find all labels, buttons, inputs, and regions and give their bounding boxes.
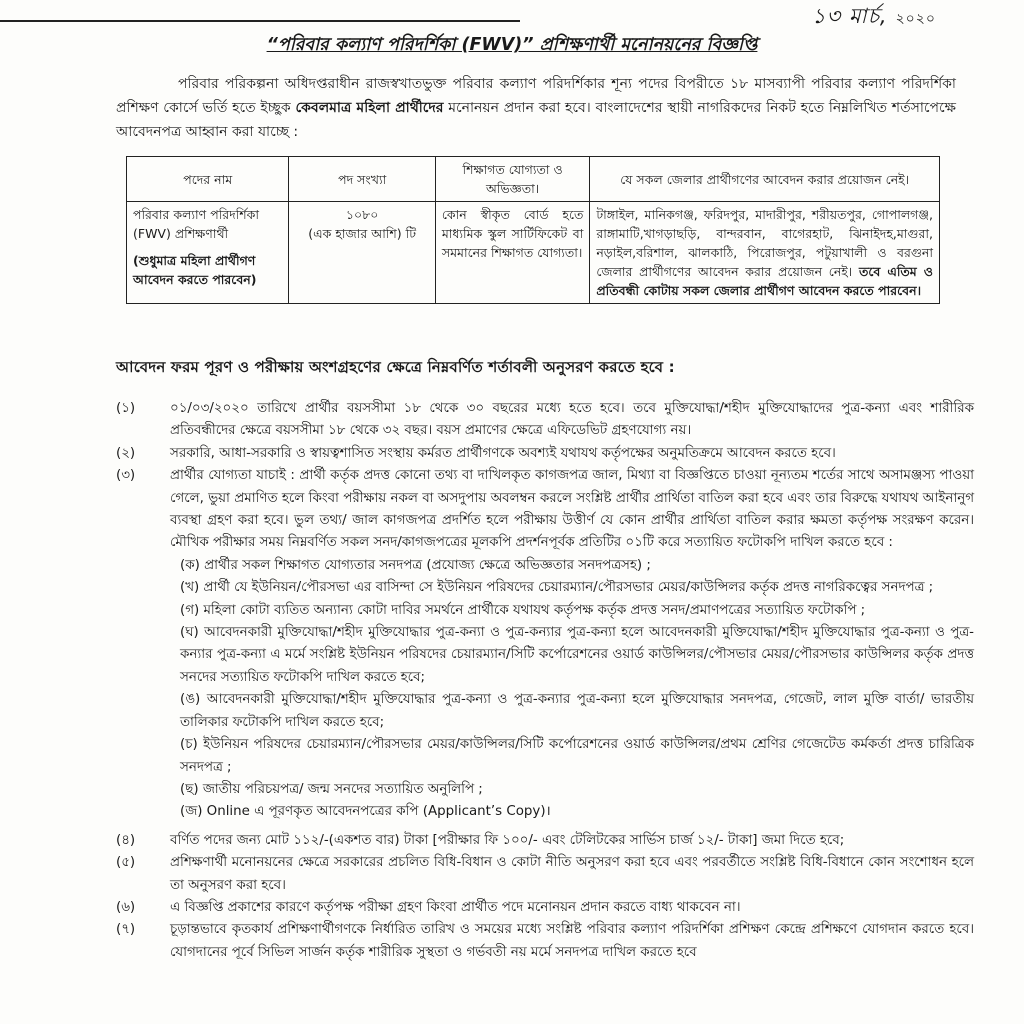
list-item xyxy=(108,465,974,824)
condition-number: (২) xyxy=(116,445,136,461)
header-districts: যে সকল জেলার প্রার্থীগণের আবেদন করার প্রয়োজন নেই। xyxy=(590,157,940,202)
condition-text: প্রশিক্ষণার্থী মনোনয়নের ক্ষেত্রে সরকারের প্রচলিত বিধি-বিধান ও কোটা নীতি অনুসরণ করা হবে এবং পরবর্তীতে সংশ্লিষ্ট বিধি-বিধানে কোন সংশোধন হলে তা অনুসরণ করা হবে। xyxy=(170,855,974,893)
condition-text: প্রার্থীর যোগ্যতা যাচাই : প্রার্থী কর্তৃক প্রদত্ত কোনো তথ্য বা দাখিলকৃত কাগজপত্র জাল, মিথ্যা বা বিজ্ঞপ্তিতে চাওয়া নূন্যতম শর্তের সাথে অসামঞ্জস্য পাওয়া গেলে, ভুয়া প্রমাণিত হলে কিংবা পরীক্ষায় নকল বা অসদুপায় অবলম্বন করলে সংশ্লিষ্ট প্রার্থীর প্রার্থিতা বাতিল করা হবে এবং তার বিরুদ্ধে যথাযথ আইনানুগ ব্যবস্থা গ্রহণ করা হবে। ভুল তথ্য/ জাল কাগজপত্র প্রদর্শিত হলে পরীক্ষায় উত্তীর্ণ যে কোন প্রার্থীর প্রার্থিতা বাতিল করার ক্ষমতা কর্তৃপক্ষ সংরক্ষণ করেন। মৌখিক পরীক্ষার সময় নিম্নবর্ণিত সকল সনদ/কাগজপত্রের মূলকপি প্রদর্শনপূর্বক প্রতিটির ০১টি করে সত্যায়িত ফটোকপি দাখিল করতে হবে : xyxy=(170,468,974,551)
table-row xyxy=(127,202,940,304)
cell-districts xyxy=(590,202,940,304)
cell-post-name xyxy=(127,202,289,304)
intro-paragraph xyxy=(116,72,956,144)
condition-number: (৬) xyxy=(116,899,136,915)
condition-text: বর্ণিত পদের জন্য মোট ১১২/-(একশত বার) টাকা [পরীক্ষার ফি ১০০/- এবং টেলিটকের সার্ভিস চার্জ ১২/- টাকা] জমা দিতে হবে; xyxy=(170,832,845,848)
sub-item: (ক) প্রার্থীর সকল শিক্ষাগত যোগ্যতার সনদপত্র (প্রযোজ্য ক্ষেত্রে অভিজ্ঞতার সনদপত্রসহ) ; xyxy=(180,557,651,573)
date-text: ১৩ মার্চ, xyxy=(811,4,888,28)
top-rule xyxy=(0,20,520,22)
list-item xyxy=(108,852,974,897)
sub-item: (ঘ) আবেদনকারী মুক্তিযোদ্ধা/শহীদ মুক্তিযোদ্ধার পুত্র-কন্যা ও পুত্র-কন্যার পুত্র-কন্যা হলে আবেদনকারী মুক্তিযোদ্ধা/শহীদ মুক্তিযোদ্ধার পুত্র-কন্যা ও পুত্র-কন্যার পুত্র-কন্যা এ মর্মে সংশ্লিষ্ট ইউনিয়ন পরিষদের চেয়ারম্যান/সিটি কর্পোরেশনের ওয়ার্ড কাউন্সিলর/পৌসভার মেয়র/পৌরসভার কাউন্সিলর কর্তৃক প্রদত্ত সনদের সত্যায়িত ফটোকপি দাখিল করতে হবে; xyxy=(180,625,974,685)
conditions-heading: আবেদন ফরম পূরণ ও পরীক্ষায় অংশগ্রহণের ক্ষেত্রে নিম্নবর্ণিত শর্তাবলী অনুসরণ করতে হবে : xyxy=(116,358,675,376)
posts-table xyxy=(126,156,940,304)
sub-item: (গ) মহিলা কোটা ব্যতিত অন্যান্য কোটা দাবির সমর্থনে প্রার্থীকে যথাযথ কর্তৃপক্ষ কর্তৃক প্রদত্ত সনদ/প্রমাণপত্রের সত্যায়িত ফটোকপি ; xyxy=(180,602,866,618)
conditions-list xyxy=(108,398,974,964)
intro-part1: পরিবার পরিকল্পনা অধিদপ্তরাধীন রাজস্বখাতভুক্ত পরিবার কল্যাণ পরিদর্শিকার শূন্য পদের বিপরীতে ১৮ মাসব্যাপী পরিবার কল্যাণ পরিদর্শিকা প্রশিক্ষণ কোর্সে ভর্তি হতে ইচ্ছুক xyxy=(116,76,956,116)
header-qualification: শিক্ষাগত যোগ্যতা ও অভিজ্ঞতা। xyxy=(435,157,590,202)
header-post-count: পদ সংখ্যা xyxy=(289,157,435,202)
sub-item: (চ) ইউনিয়ন পরিষদের চেয়ারম্যান/পৌরসভার মেয়র/কাউন্সিলর/সিটি কর্পোরেশনের ওয়ার্ড কাউন্সিলর/প্রথম শ্রেণির গেজেটেড কর্মকর্তা প্রদত্ত চারিত্রিক সনদপত্র ; xyxy=(180,737,974,775)
header-post-name: পদের নাম xyxy=(127,157,289,202)
intro-part2: মনোনয়ন প্রদান করা হবে। বাংলাদেশের স্থায়ী নাগরিকদের নিকট হতে নিম্নলিখিত শর্তসাপেক্ষে আবেদনপত্র আহ্বান করা যাচ্ছে : xyxy=(116,100,956,140)
notice-date xyxy=(812,0,936,35)
post-note: (শুধুমাত্র মহিলা প্রার্থীগণ আবেদন করতে পারবেন) xyxy=(133,253,257,287)
condition-number: (৫) xyxy=(116,855,136,871)
notice-title-text: “পরিবার কল্যাণ পরিদর্শিকা (FWV)” প্রশিক্ষণার্থী মনোনয়নের বিজ্ঞপ্তি xyxy=(266,35,758,55)
condition-text: ০১/০৩/২০২০ তারিখে প্রার্থীর বয়সসীমা ১৮ থেকে ৩০ বছরের মধ্যে হতে হবে। তবে মুক্তিযোদ্ধা/শহীদ মুক্তিযোদ্ধাদের পুত্র-কন্যা এবং শারীরিক প্রতিবন্ধীদের ক্ষেত্রে বয়সসীমা ১৮ থেকে ৩২ বছর। বয়স প্রমাণের ক্ষেত্রে এফিডেভিট গ্রহণযোগ্য নয়। xyxy=(170,401,974,439)
list-item xyxy=(108,830,974,852)
condition-number: (৪) xyxy=(116,832,136,848)
sub-item: (ঙ) আবেদনকারী মুক্তিযোদ্ধা/শহীদ মুক্তিযোদ্ধার পুত্র-কন্যা ও পুত্র-কন্যার পুত্র-কন্যা হলে মুক্তিযোদ্ধার সনদপত্র, গেজেট, লাল মুক্তি বার্তা/ ভারতীয় তালিকার ফটোকপি দাখিল করতে হবে; xyxy=(180,692,974,730)
list-item xyxy=(108,443,974,465)
districts-text: টাঙ্গাইল, মানিকগঞ্জ, ফরিদপুর, মাদারীপুর, শরীয়তপুর, গোপালগঞ্জ, রাঙ্গামাটি,খাগড়াছড়ি, বান্দরবান, বাগেরহাট, ঝিনাইদহ,মাগুরা, নড়াইল,বরিশাল, ঝালকাঠি, পিরোজপুর, পটুয়াখালী ও বরগুনা জেলার প্রার্থীগণের আবেদন করার প্রয়োজন নেই। xyxy=(596,207,933,279)
list-item xyxy=(108,398,974,443)
condition-number: (৭) xyxy=(116,922,136,938)
condition-text: সরকারি, আধা-সরকারি ও স্বায়ত্বশাসিত সংস্থায় কর্মরত প্রার্থীগণকে অবশ্যই যথাযথ কর্তৃপক্ষের অনুমতিক্রমে আবেদন করতে হবে। xyxy=(170,445,836,461)
condition-text: চূড়ান্তভাবে কৃতকার্য প্রশিক্ষণার্থীগণকে নির্ধারিত তারিখ ও সময়ের মধ্যে সংশ্লিষ্ট পরিবার কল্যাণ পরিদর্শিকা প্রশিক্ষণ কেন্দ্রে প্রশিক্ষণে যোগদান করতে হবে। যোগদানের পূর্বে সিভিল সার্জন কর্তৃক শারীরিক সুস্থতা ও গর্ভবতী নয় মর্মে সনদপত্র দাখিল করতে হবে xyxy=(170,922,974,960)
table-header-row xyxy=(127,157,940,202)
post-count: ১০৮০ xyxy=(345,207,379,222)
condition-number: (৩) xyxy=(116,468,136,484)
date-year: ২০২০ xyxy=(895,11,936,27)
cell-qualification: কোন স্বীকৃত বোর্ড হতে মাধ্যমিক স্কুল সার্টিফিকেট বা সমমানের শিক্ষাগত যোগ্যতা। xyxy=(435,202,590,304)
sub-item: (ছ) জাতীয় পরিচয়পত্র/ জন্ম সনদের সত্যায়িত অনুলিপি ; xyxy=(180,781,483,797)
cell-post-count xyxy=(289,202,435,304)
sub-item: (জ) Online এ পূরণকৃত আবেদনপত্রের কপি (Applicant’s Copy)। xyxy=(180,804,551,820)
notice-title xyxy=(0,32,1024,61)
condition-text: এ বিজ্ঞপ্তি প্রকাশের কারণে কর্তৃপক্ষ পরীক্ষা গ্রহণ কিংবা প্রার্থীত পদে মনোনয়ন প্রদান করতে বাধ্য থাকবেন না। xyxy=(170,899,741,915)
intro-bold: কেবলমাত্র মহিলা প্রার্থীদের xyxy=(295,100,444,116)
districts-bold: তবে এতিম ও প্রতিবন্ধী কোটায় সকল জেলার প্রার্থীগণ আবেদন করতে পারবেন। xyxy=(596,264,934,298)
post-count-words: (এক হাজার আশি) টি xyxy=(308,226,417,241)
list-item xyxy=(108,897,974,919)
sub-item: (খ) প্রার্থী যে ইউনিয়ন/পৌরসভা এর বাসিন্দা সে ইউনিয়ন পরিষদের চেয়ারম্যান/পৌরসভার মেয়র/কাউন্সিলর কর্তৃক প্রদত্ত নাগরিকত্বের সনদপত্র ; xyxy=(180,580,934,596)
post-name: পরিবার কল্যাণ পরিদর্শিকা (FWV) প্রশিক্ষণার্থী xyxy=(133,207,260,241)
list-item xyxy=(108,919,974,964)
condition-number: (১) xyxy=(116,401,136,416)
